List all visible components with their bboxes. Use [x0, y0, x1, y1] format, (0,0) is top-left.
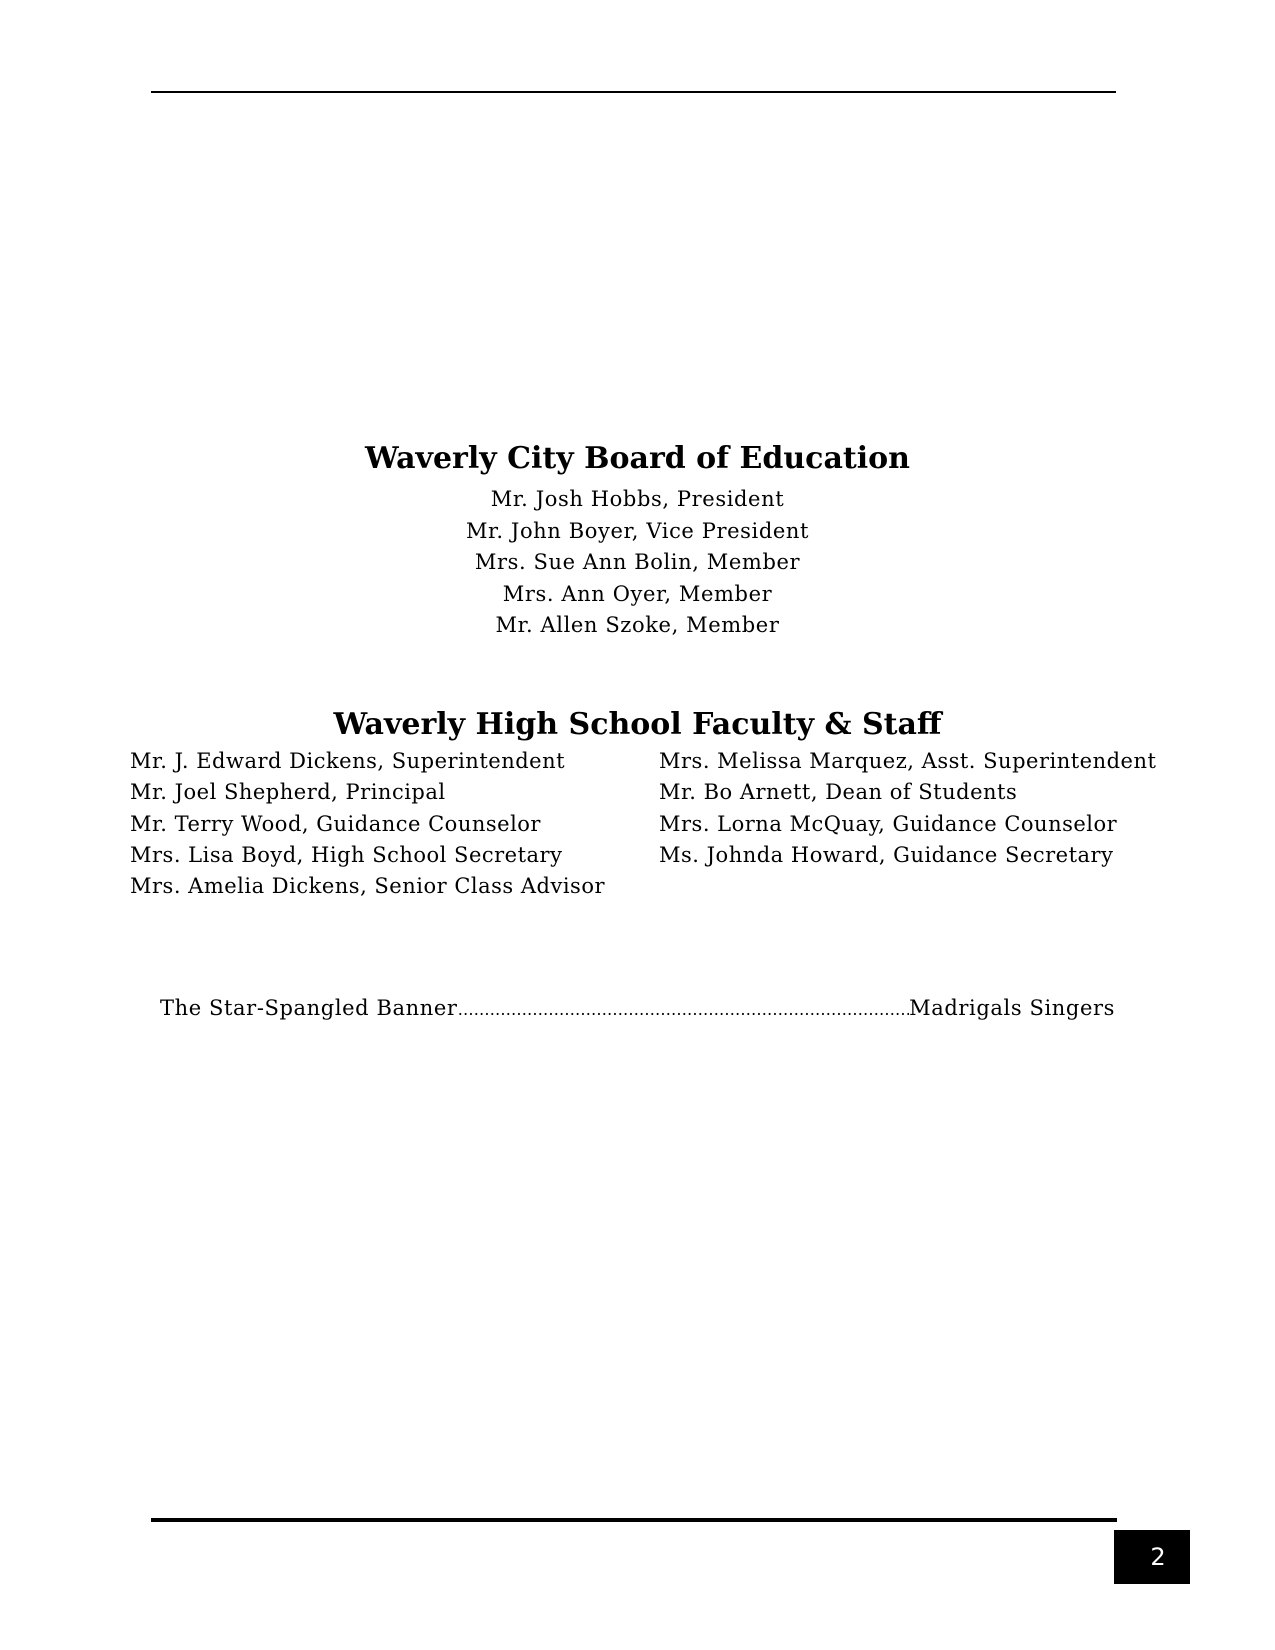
faculty-list-right	[659, 746, 1156, 871]
board-title: Waverly City Board of Education	[365, 441, 910, 476]
faculty-title: Waverly High School Faculty & Staff	[333, 707, 942, 742]
faculty-member: Mrs. Amelia Dickens, Senior Class Advisor	[130, 874, 606, 899]
board-member: Mr. John Boyer, Vice President	[465, 518, 810, 543]
board-member-list	[0, 484, 1275, 642]
page-number: 2	[1150, 1543, 1166, 1571]
faculty-member: Mr. Joel Shepherd, Principal	[130, 780, 446, 805]
faculty-member: Mr. J. Edward Dickens, Superintendent	[130, 749, 566, 773]
program-entry	[160, 996, 1115, 1020]
faculty-member: Mrs. Lisa Boyd, High School Secretary	[130, 842, 563, 867]
dot-leader	[458, 1000, 910, 1019]
faculty-member: Mr. Bo Arnett, Dean of Students	[659, 780, 1018, 805]
faculty-member: Mrs. Lorna McQuay, Guidance Counselor	[659, 811, 1118, 836]
page-number-badge	[1114, 1530, 1190, 1584]
faculty-member: Mrs. Melissa Marquez, Asst. Superintendent	[659, 749, 1157, 773]
top-rule	[151, 91, 1116, 93]
board-member: Mr. Allen Szoke, Member	[495, 613, 780, 637]
faculty-member: Ms. Johnda Howard, Guidance Secretary	[659, 842, 1114, 867]
program-item: The Star-Spangled Banner	[160, 996, 458, 1020]
faculty-member: Mr. Terry Wood, Guidance Counselor	[130, 811, 541, 836]
board-member: Mrs. Ann Oyer, Member	[502, 581, 773, 606]
program-performer: Madrigals Singers	[909, 996, 1115, 1020]
faculty-list-left	[130, 746, 605, 902]
board-member: Mrs. Sue Ann Bolin, Member	[474, 550, 801, 574]
board-member: Mr. Josh Hobbs, President	[490, 487, 785, 511]
bottom-rule	[151, 1518, 1117, 1522]
